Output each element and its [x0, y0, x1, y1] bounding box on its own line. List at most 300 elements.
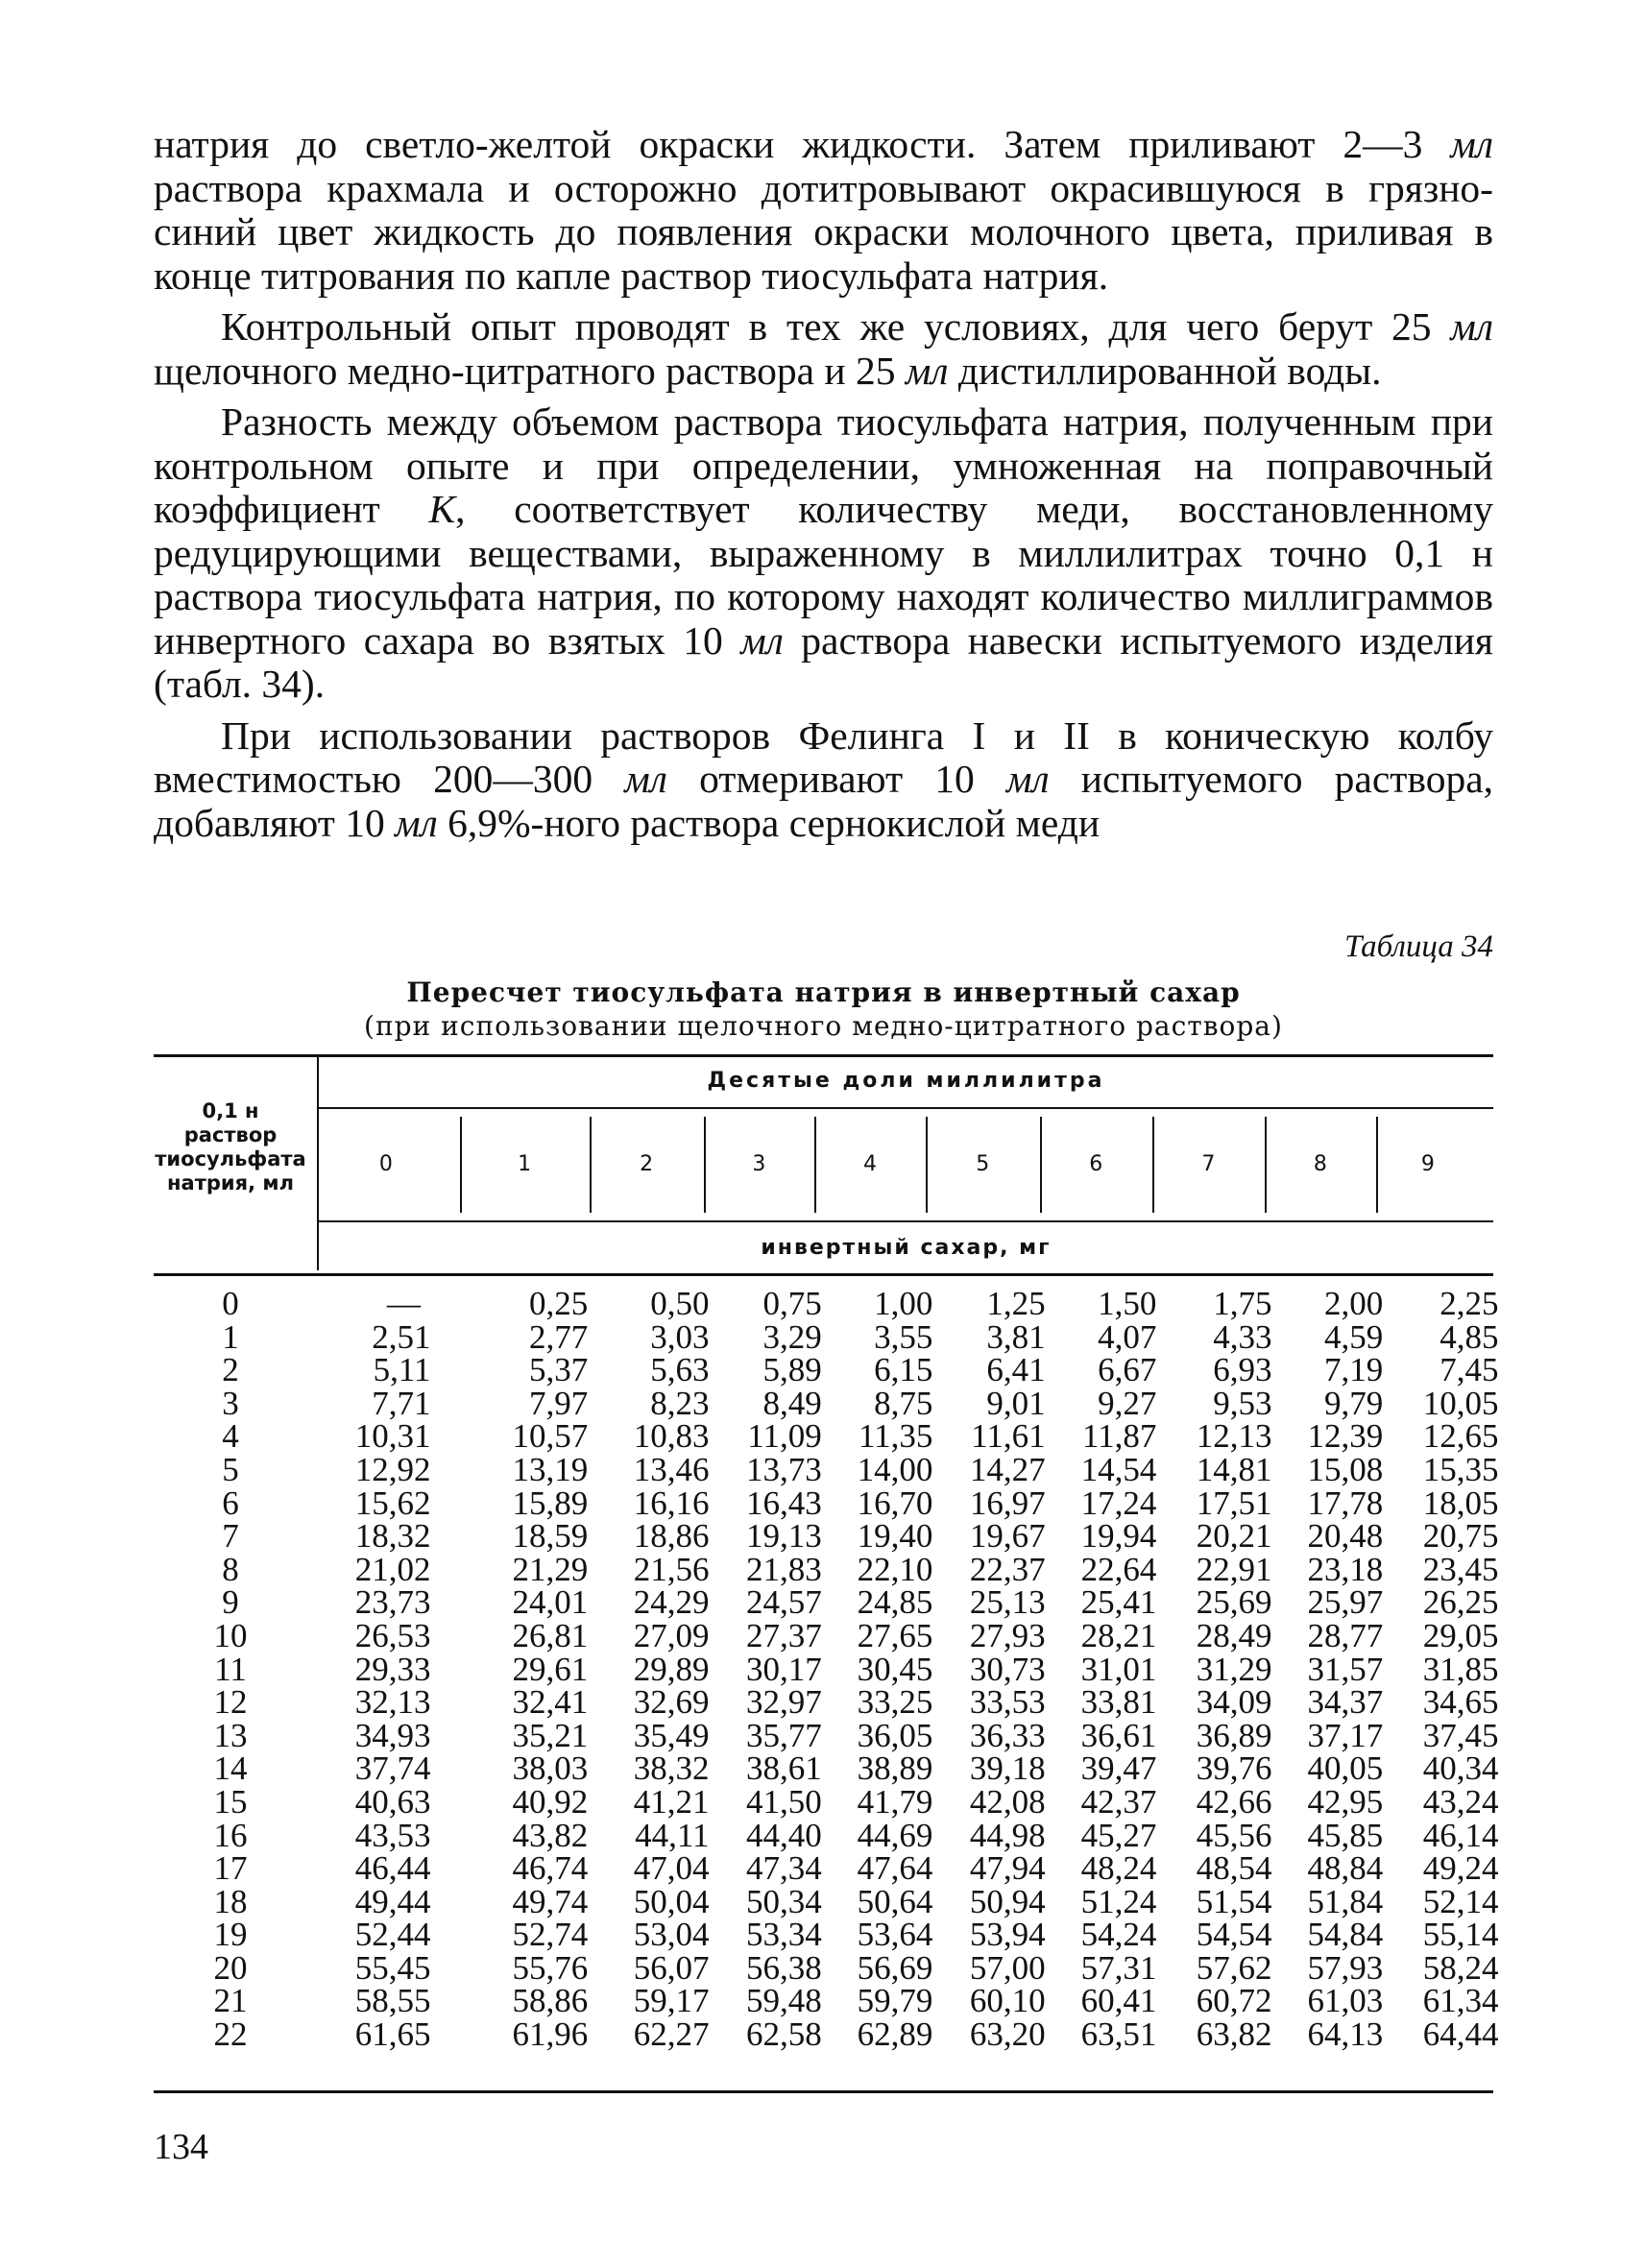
table-cell: 64,13 [1307, 2015, 1384, 2054]
table-cell: 5,11 [373, 1351, 431, 1389]
column-header-6: 6 [1089, 1151, 1103, 1176]
row-ml-value: 19 [213, 1916, 248, 1954]
table-cell: 9,01 [986, 1384, 1046, 1422]
table-cell: 27,09 [633, 1616, 710, 1654]
table-cell: 62,27 [633, 2015, 710, 2054]
table-cell: 17,78 [1307, 1484, 1384, 1522]
table-cell: 51,54 [1196, 1882, 1272, 1920]
table-row [154, 1948, 1499, 1987]
table-row [154, 1916, 1499, 1954]
table-cell: 28,77 [1307, 1616, 1384, 1654]
table-cell: 23,45 [1422, 1550, 1499, 1588]
table-cell: 11,09 [747, 1417, 822, 1456]
table-cell: 26,81 [512, 1616, 589, 1654]
table-cell: 58,86 [512, 1982, 589, 2020]
table-cell: 63,20 [969, 2015, 1046, 2054]
table-cell: 39,47 [1080, 1749, 1157, 1788]
row-ml-value: 21 [213, 1982, 248, 2020]
table-cell: 32,13 [354, 1683, 431, 1722]
table-cell: 4,33 [1213, 1317, 1272, 1356]
table-cell: 61,03 [1307, 1982, 1384, 2020]
table-cell: 39,76 [1196, 1749, 1272, 1788]
table-cell: 20,48 [1307, 1517, 1384, 1556]
table-cell: 39,18 [969, 1749, 1046, 1788]
table-cell: 61,96 [512, 2015, 589, 2054]
paragraph: При использовании растворов Фелинга I и II в коническую колбу вместимостью 200—300 мл отмеривают 10 мл испытуемого раствора, добавляют 10 мл 6,9%-ного раствора сернокислой меди [154, 712, 1493, 845]
column-divider [814, 1117, 816, 1213]
table-row [154, 1749, 1499, 1788]
table-cell: 42,66 [1196, 1782, 1272, 1821]
table-cell: 42,95 [1307, 1782, 1384, 1821]
table-cell: 44,98 [969, 1816, 1046, 1854]
table-cell: 42,37 [1080, 1782, 1157, 1821]
table-cell: 50,34 [745, 1882, 822, 1920]
table-cell: 60,72 [1196, 1982, 1272, 2020]
row-ml-value: 9 [222, 1583, 239, 1622]
table-cell: 22,10 [857, 1550, 933, 1588]
table-cell: 12,65 [1422, 1417, 1499, 1456]
table-cell: 46,74 [512, 1849, 589, 1888]
table-cell: 24,29 [633, 1583, 710, 1622]
table-cell: 22,37 [969, 1550, 1046, 1588]
table-cell: 63,51 [1080, 2015, 1157, 2054]
table-cell: 14,81 [1196, 1450, 1272, 1488]
table-row [154, 1782, 1499, 1821]
table-bottom-rule [154, 2090, 1493, 2093]
table-cell: 24,57 [745, 1583, 822, 1622]
table-subtitle: (при использовании щелочного медно-цитратного раствора) [364, 1010, 1283, 1042]
table-cell: 47,94 [969, 1849, 1046, 1888]
table-cell: 52,74 [512, 1916, 589, 1954]
table-cell: 28,49 [1196, 1616, 1272, 1654]
table-cell: 4,59 [1324, 1317, 1384, 1356]
table-cell: 2,77 [529, 1317, 589, 1356]
table-row [154, 1285, 1499, 1322]
table-cell: 15,35 [1422, 1450, 1499, 1488]
table-cell: 26,53 [354, 1616, 431, 1654]
column-divider [704, 1117, 706, 1213]
column-header-8: 8 [1313, 1151, 1327, 1176]
table-cell: 25,97 [1307, 1583, 1384, 1622]
table-cell: 29,05 [1422, 1616, 1499, 1654]
table-cell: 7,71 [372, 1384, 431, 1422]
table-cell: 29,61 [512, 1650, 589, 1688]
table-cell: 47,64 [857, 1849, 933, 1888]
table-cell: 41,50 [745, 1782, 822, 1821]
table-cell: 11,61 [971, 1417, 1046, 1456]
table-cell: 27,93 [969, 1616, 1046, 1654]
table-cell: 53,64 [857, 1916, 933, 1954]
table-cell: 33,53 [969, 1683, 1046, 1722]
table-cell: 2,51 [372, 1317, 431, 1356]
table-cell: 38,61 [745, 1749, 822, 1788]
table-cell: 8,75 [874, 1384, 933, 1422]
table-cell: 0,50 [650, 1285, 710, 1322]
table-row [154, 1484, 1499, 1522]
table-cell: 23,73 [354, 1583, 431, 1622]
body-text [154, 123, 1493, 853]
table-cell: 24,01 [512, 1583, 589, 1622]
table-cell: 28,21 [1080, 1616, 1157, 1654]
table-cell: 14,27 [969, 1450, 1046, 1488]
table-cell: 41,79 [857, 1782, 933, 1821]
table-cell: 36,05 [857, 1716, 933, 1754]
table-cell: 14,54 [1080, 1450, 1157, 1488]
table-cell: 47,34 [745, 1849, 822, 1888]
table-cell: 27,65 [857, 1616, 933, 1654]
table-row [154, 1351, 1499, 1389]
row-ml-value: 20 [213, 1948, 248, 1987]
column-header-0: 0 [378, 1151, 393, 1176]
table-cell: 33,81 [1080, 1683, 1157, 1722]
table-cell: 10,31 [354, 1417, 431, 1456]
table-row [154, 1716, 1499, 1754]
table-cell: 1,25 [986, 1285, 1046, 1322]
table-cell: 50,94 [969, 1882, 1046, 1920]
table-cell: 18,32 [354, 1517, 431, 1556]
table-cell: 30,73 [969, 1650, 1046, 1688]
table-cell: 56,69 [857, 1948, 933, 1987]
table-cell: 24,85 [857, 1583, 933, 1622]
row-ml-value: 12 [213, 1683, 248, 1722]
table-cell: 35,21 [512, 1716, 589, 1754]
table-cell: 49,24 [1422, 1849, 1499, 1888]
table-cell: 49,74 [512, 1882, 589, 1920]
column-divider [590, 1117, 592, 1213]
table-cell: 46,14 [1422, 1816, 1499, 1854]
table-cell: 37,45 [1422, 1716, 1499, 1754]
table-cell: 13,73 [745, 1450, 822, 1488]
column-divider [1376, 1117, 1378, 1213]
table-cell: 27,37 [745, 1616, 822, 1654]
column-header-1: 1 [518, 1151, 532, 1176]
table-cell: 0,75 [762, 1285, 822, 1322]
table-row [154, 1650, 1499, 1688]
table-row [154, 1616, 1499, 1654]
table-cell: 34,65 [1422, 1683, 1499, 1722]
table-row [154, 1816, 1499, 1854]
table-cell: 46,44 [354, 1849, 431, 1888]
table-cell: 31,85 [1422, 1650, 1499, 1688]
row-ml-value: 5 [222, 1450, 239, 1488]
column-divider [1040, 1117, 1042, 1213]
table-cell: 2,00 [1324, 1285, 1384, 1322]
table-cell: 62,89 [857, 2015, 933, 2054]
table-cell: 55,14 [1422, 1916, 1499, 1954]
table-cell: 43,53 [354, 1816, 431, 1854]
table-cell: 7,45 [1439, 1351, 1499, 1389]
table-cell: 18,05 [1422, 1484, 1499, 1522]
table-cell: 34,93 [354, 1716, 431, 1754]
table-body [154, 1285, 1499, 2054]
table-cell: 36,61 [1080, 1716, 1157, 1754]
table-cell: 4,07 [1098, 1317, 1157, 1356]
table-cell: 19,13 [745, 1517, 822, 1556]
header-rule [319, 1107, 1493, 1109]
table-cell: 41,21 [633, 1782, 710, 1821]
header-rule [319, 1220, 1493, 1222]
table-cell: 32,97 [745, 1683, 822, 1722]
table-cell: 29,89 [633, 1650, 710, 1688]
table-title: Пересчет тиосульфата натрия в инвертный сахар [406, 977, 1241, 1008]
table-cell: 6,41 [986, 1351, 1046, 1389]
table-cell: 44,69 [857, 1816, 933, 1854]
table-cell: 51,84 [1307, 1882, 1384, 1920]
table-cell: 61,65 [354, 2015, 431, 2054]
table-cell: 35,49 [633, 1716, 710, 1754]
table-cell: 6,93 [1213, 1351, 1272, 1389]
table-cell: 40,63 [354, 1782, 431, 1821]
column-divider [460, 1117, 462, 1213]
column-header-9: 9 [1420, 1151, 1435, 1176]
table-cell: 3,29 [762, 1317, 822, 1356]
table-cell: 60,10 [969, 1982, 1046, 2020]
table-cell: 9,53 [1213, 1384, 1272, 1422]
paragraph: Разность между объемом раствора тиосульфата натрия, полученным при контрольном опыте и при определении, умноженная на поправочный коэффициент K, соответствует количеству меди, восстановленному редуцирующими веществами, выраженному в миллилитрах точно 0,1 н раствора тиосульфата натрия, по которому находят количество миллиграммов инвертного сахара во взятых 10 мл раствора навески испытуемого изделия (табл. 34). [154, 399, 1493, 706]
table-row [154, 1317, 1499, 1356]
column-header-4: 4 [863, 1151, 878, 1176]
row-header-label: 0,1 н раствор тиосульфата натрия, мл [155, 1099, 306, 1194]
row-ml-value: 22 [213, 2015, 248, 2054]
table-row [154, 2015, 1499, 2054]
table-cell: 59,79 [857, 1982, 933, 2020]
table-cell: 2,25 [1439, 1285, 1499, 1322]
table-cell: 52,44 [354, 1916, 431, 1954]
table-cell: 57,93 [1307, 1948, 1384, 1987]
table-cell: 20,21 [1196, 1517, 1272, 1556]
table-cell: 3,03 [650, 1317, 710, 1356]
row-ml-value: 3 [222, 1384, 239, 1422]
table-cell: 38,89 [857, 1749, 933, 1788]
table-cell: 40,05 [1307, 1749, 1384, 1788]
table-cell: 4,85 [1439, 1317, 1499, 1356]
table-cell: 64,44 [1422, 2015, 1499, 2054]
table-cell: 38,03 [512, 1749, 589, 1788]
table-caption: Таблица 34 [1344, 929, 1493, 964]
table-cell: 54,84 [1307, 1916, 1384, 1954]
table-cell: 38,32 [633, 1749, 710, 1788]
table-cell: 25,69 [1196, 1583, 1272, 1622]
table-cell: 1,50 [1098, 1285, 1157, 1322]
paragraph: Контрольный опыт проводят в тех же условиях, для чего берут 25 мл щелочного медно-цитратного раствора и 25 мл дистиллированной воды. [154, 304, 1493, 393]
table-cell: 62,58 [745, 2015, 822, 2054]
row-ml-value: 18 [213, 1882, 248, 1920]
row-ml-value: 7 [222, 1517, 239, 1556]
table-row [154, 1683, 1499, 1722]
row-ml-value: 1 [222, 1317, 239, 1356]
table-cell: 23,18 [1307, 1550, 1384, 1588]
row-ml-value: 10 [213, 1616, 248, 1654]
table-cell: 34,37 [1307, 1683, 1384, 1722]
table-cell: 45,27 [1080, 1816, 1157, 1854]
table-cell: 8,49 [762, 1384, 822, 1422]
table-cell: 42,08 [969, 1782, 1046, 1821]
table-cell: 11,87 [1081, 1417, 1157, 1456]
table-cell: 56,38 [745, 1948, 822, 1987]
table-cell: 21,29 [512, 1550, 589, 1588]
table-cell: 15,89 [512, 1484, 589, 1522]
table-cell: 53,34 [745, 1916, 822, 1954]
table-cell: 57,62 [1196, 1948, 1272, 1987]
row-ml-value: 4 [222, 1417, 239, 1456]
table-cell: 37,74 [354, 1749, 431, 1788]
table-cell: 44,40 [745, 1816, 822, 1854]
table-cell: 61,34 [1422, 1982, 1499, 2020]
table-cell: 53,04 [633, 1916, 710, 1954]
table-row [154, 1882, 1499, 1920]
table-cell: 10,83 [633, 1417, 710, 1456]
column-group-header: Десятые доли миллилитра [707, 1069, 1105, 1093]
table-cell: 54,24 [1080, 1916, 1157, 1954]
table-cell: 6,15 [874, 1351, 933, 1389]
table-cell: 21,02 [354, 1550, 431, 1588]
table-cell: 57,31 [1080, 1948, 1157, 1987]
table-header [154, 1054, 1493, 1276]
column-header-3: 3 [752, 1151, 766, 1176]
table-row [154, 1849, 1499, 1888]
table-cell: 43,82 [512, 1816, 589, 1854]
table-cell: 22,91 [1196, 1550, 1272, 1588]
table-cell: 26,25 [1422, 1583, 1499, 1622]
column-divider [1152, 1117, 1154, 1213]
table-cell: 30,17 [745, 1650, 822, 1688]
row-ml-value: 17 [213, 1849, 248, 1888]
table-row [154, 1550, 1499, 1588]
table-cell: — [387, 1285, 421, 1322]
table-cell: 25,13 [969, 1583, 1046, 1622]
table-cell: 8,23 [650, 1384, 710, 1422]
row-ml-value: 11 [214, 1650, 247, 1688]
table-cell: 19,40 [857, 1517, 933, 1556]
table-cell: 63,82 [1196, 2015, 1272, 2054]
table-cell: 45,56 [1196, 1816, 1272, 1854]
table-cell: 47,04 [633, 1849, 710, 1888]
table-cell: 58,55 [354, 1982, 431, 2020]
table-cell: 32,41 [512, 1683, 589, 1722]
table-cell: 7,19 [1324, 1351, 1384, 1389]
table-cell: 34,09 [1196, 1683, 1272, 1722]
table-cell: 58,24 [1422, 1948, 1499, 1987]
table-cell: 18,86 [633, 1517, 710, 1556]
table-cell: 19,67 [969, 1517, 1046, 1556]
table-cell: 29,33 [354, 1650, 431, 1688]
column-header-2: 2 [640, 1151, 654, 1176]
table-row [154, 1450, 1499, 1488]
table-cell: 14,00 [857, 1450, 933, 1488]
table-cell: 21,83 [745, 1550, 822, 1588]
table-cell: 12,13 [1196, 1417, 1272, 1456]
table-cell: 16,70 [857, 1484, 933, 1522]
table-cell: 15,62 [354, 1484, 431, 1522]
table-cell: 11,35 [858, 1417, 933, 1456]
table-cell: 17,24 [1080, 1484, 1157, 1522]
row-ml-value: 2 [222, 1351, 239, 1389]
page-number: 134 [154, 2127, 208, 2167]
table-cell: 40,92 [512, 1782, 589, 1821]
row-ml-value: 0 [222, 1285, 239, 1322]
table-cell: 50,04 [633, 1882, 710, 1920]
table-cell: 16,97 [969, 1484, 1046, 1522]
table-cell: 31,01 [1080, 1650, 1157, 1688]
table-cell: 40,34 [1422, 1749, 1499, 1788]
table-cell: 0,25 [529, 1285, 589, 1322]
table-cell: 52,14 [1422, 1882, 1499, 1920]
table-cell: 43,24 [1422, 1782, 1499, 1821]
table-cell: 48,24 [1080, 1849, 1157, 1888]
row-ml-value: 8 [222, 1550, 239, 1588]
table-cell: 12,39 [1307, 1417, 1384, 1456]
table-cell: 21,56 [633, 1550, 710, 1588]
table-cell: 5,63 [650, 1351, 710, 1389]
table-cell: 32,69 [633, 1683, 710, 1722]
table-cell: 48,54 [1196, 1849, 1272, 1888]
table-cell: 35,77 [745, 1716, 822, 1754]
table-cell: 25,41 [1080, 1583, 1157, 1622]
column-header-5: 5 [976, 1151, 990, 1176]
table-row [154, 1384, 1499, 1422]
table-cell: 13,19 [512, 1450, 589, 1488]
table-cell: 54,54 [1196, 1916, 1272, 1954]
table-cell: 19,94 [1080, 1517, 1157, 1556]
table-cell: 48,84 [1307, 1849, 1384, 1888]
row-ml-value: 15 [213, 1782, 248, 1821]
table-cell: 49,44 [354, 1882, 431, 1920]
unit-header: инвертный сахар, мг [761, 1236, 1052, 1260]
table-cell: 1,00 [874, 1285, 933, 1322]
table-cell: 36,89 [1196, 1716, 1272, 1754]
table-cell: 12,92 [354, 1450, 431, 1488]
table-cell: 51,24 [1080, 1882, 1157, 1920]
table-cell: 31,57 [1307, 1650, 1384, 1688]
column-divider [1265, 1117, 1267, 1213]
table-cell: 44,11 [635, 1816, 710, 1854]
table-cell: 16,16 [633, 1484, 710, 1522]
table-cell: 59,48 [745, 1982, 822, 2020]
table-row [154, 1517, 1499, 1556]
row-ml-value: 13 [213, 1716, 248, 1754]
table-cell: 33,25 [857, 1683, 933, 1722]
table-cell: 30,45 [857, 1650, 933, 1688]
row-ml-value: 14 [213, 1749, 248, 1788]
table-cell: 50,64 [857, 1882, 933, 1920]
table-cell: 55,45 [354, 1948, 431, 1987]
table-cell: 18,59 [512, 1517, 589, 1556]
table-cell: 17,51 [1196, 1484, 1272, 1522]
row-ml-value: 16 [213, 1816, 248, 1854]
table-cell: 59,17 [633, 1982, 710, 2020]
table-row [154, 1583, 1499, 1622]
table-cell: 15,08 [1307, 1450, 1384, 1488]
table-cell: 6,67 [1098, 1351, 1157, 1389]
table-cell: 16,43 [745, 1484, 822, 1522]
table-cell: 20,75 [1422, 1517, 1499, 1556]
table-cell: 22,64 [1080, 1550, 1157, 1588]
table-cell: 9,27 [1098, 1384, 1157, 1422]
table-row [154, 1417, 1499, 1456]
table-cell: 57,00 [969, 1948, 1046, 1987]
table-cell: 53,94 [969, 1916, 1046, 1954]
table-cell: 3,81 [986, 1317, 1046, 1356]
table-cell: 5,37 [529, 1351, 589, 1389]
table-cell: 3,55 [874, 1317, 933, 1356]
table-cell: 37,17 [1307, 1716, 1384, 1754]
table-cell: 31,29 [1196, 1650, 1272, 1688]
table-cell: 56,07 [633, 1948, 710, 1987]
paragraph: натрия до светло-желтой окраски жидкости. Затем приливают 2—3 мл раствора крахмала и осторожно дотитровывают окрасившуюся в грязно-синий цвет жидкость до появления окраски молочного цвета, приливая в конце титрования по капле раствор тиосульфата натрия. [154, 122, 1493, 298]
table-cell: 36,33 [969, 1716, 1046, 1754]
table-cell: 7,97 [529, 1384, 589, 1422]
table-cell: 60,41 [1080, 1982, 1157, 2020]
